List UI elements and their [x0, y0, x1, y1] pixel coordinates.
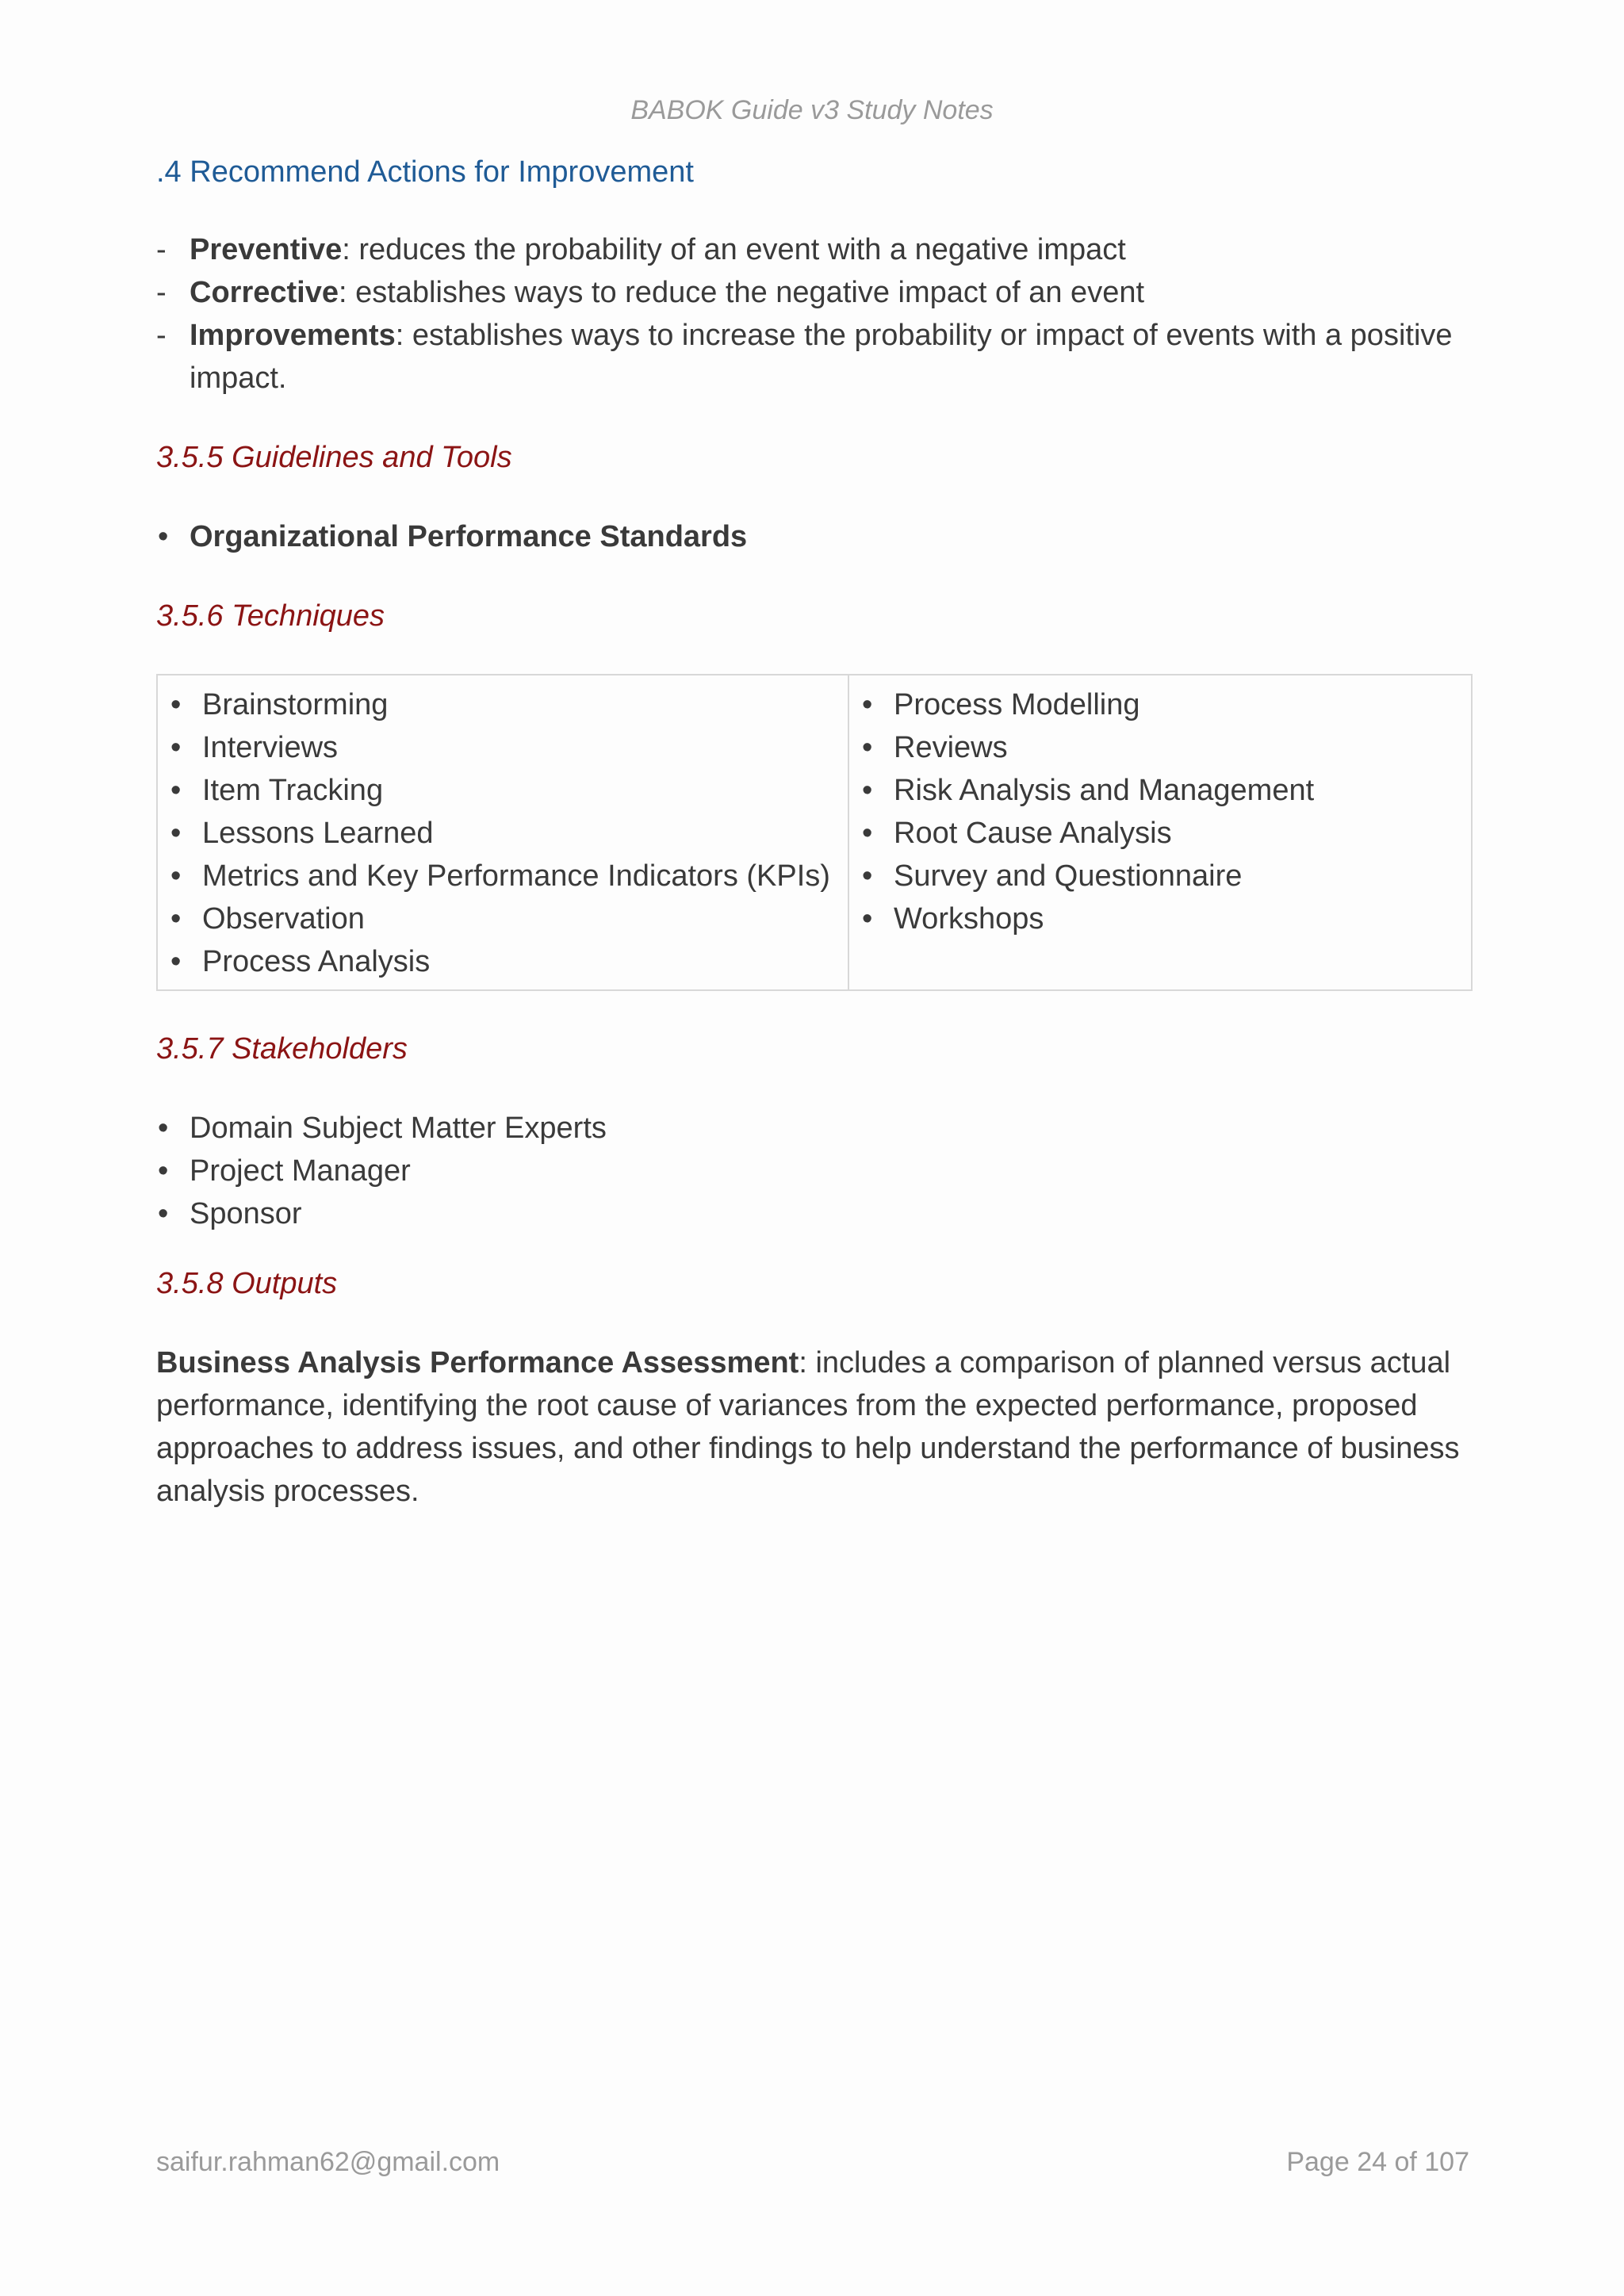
list-item: [860, 897, 1460, 940]
list-item-label: Sponsor: [190, 1197, 302, 1230]
techniques-heading: 3.5.6 Techniques: [156, 599, 385, 633]
outputs-heading: 3.5.8 Outputs: [156, 1267, 338, 1300]
list-item-label: Observation: [202, 902, 365, 936]
bullet-marker: •: [862, 731, 873, 764]
list-item-label: Project Manager: [190, 1154, 411, 1188]
outputs-text: : includes a comparison of planned versus actual performance, identifying the root cause of variances from the expected performance, proposed approaches to address issues, and other findings to help understand the performance of business analysis processes.: [156, 1346, 1460, 1508]
section-heading: .4 Recommend Actions for Improvement: [156, 155, 694, 189]
footer-email: saifur.rahman62@gmail.com: [156, 2147, 500, 2177]
definition: : reduces the probability of an event with a negative impact: [342, 233, 1126, 266]
bullet-marker: •: [862, 902, 873, 936]
list-item-label: Lessons Learned: [202, 817, 434, 850]
stakeholders-heading: 3.5.7 Stakeholders: [156, 1032, 408, 1066]
list-item-label: Metrics and Key Performance Indicators (KPIs): [202, 859, 830, 893]
bullet-marker: •: [862, 774, 873, 807]
list-item: [156, 228, 1473, 271]
list-item: [860, 769, 1460, 812]
techniques-table: [156, 674, 1473, 991]
list-item: [860, 855, 1460, 897]
table-cell-left: [157, 675, 848, 990]
guidelines-list: [156, 515, 1473, 558]
stakeholders-list: [156, 1107, 1473, 1235]
bullet-marker: •: [158, 1112, 169, 1145]
list-item-label: Brainstorming: [202, 688, 389, 721]
bullet-marker: •: [158, 1154, 169, 1188]
table-cell-right: [848, 675, 1472, 990]
table-row: [157, 675, 1472, 990]
list-item-label: Process Analysis: [202, 945, 431, 978]
bullet-marker: •: [862, 688, 873, 721]
term: Improvements: [190, 319, 396, 352]
page-content: [156, 151, 1473, 1513]
list-item: [860, 812, 1460, 855]
dash-marker: -: [156, 276, 167, 309]
bullet-marker: •: [170, 945, 182, 978]
term: Preventive: [190, 233, 343, 266]
guidelines-heading: 3.5.5 Guidelines and Tools: [156, 441, 512, 474]
outputs-paragraph: [156, 1341, 1473, 1513]
techniques-left-list: [169, 683, 837, 983]
list-item: [169, 726, 837, 769]
list-item-label: Reviews: [894, 731, 1008, 764]
list-item: [156, 314, 1473, 400]
list-item: [156, 1150, 1473, 1192]
term: Corrective: [190, 276, 339, 309]
footer-page-number: Page 24 of 107: [1286, 2147, 1469, 2177]
dash-marker: -: [156, 233, 167, 266]
bullet-marker: •: [170, 902, 182, 936]
bullet-marker: •: [170, 688, 182, 721]
list-item: [169, 812, 837, 855]
list-item-label: Domain Subject Matter Experts: [190, 1112, 607, 1145]
definition: : establishes ways to reduce the negative impact of an event: [338, 276, 1145, 309]
list-item: [169, 855, 837, 897]
list-item-label: Organizational Performance Standards: [190, 520, 748, 553]
bullet-marker: •: [170, 817, 182, 850]
actions-list: [156, 228, 1473, 400]
list-item: [860, 726, 1460, 769]
bullet-marker: •: [170, 859, 182, 893]
bullet-marker: •: [862, 859, 873, 893]
bullet-marker: •: [862, 817, 873, 850]
list-item: [156, 515, 1473, 558]
list-item: [169, 769, 837, 812]
bullet-marker: •: [158, 1197, 169, 1230]
list-item-label: Workshops: [894, 902, 1044, 936]
techniques-right-list: [860, 683, 1460, 940]
list-item-label: Item Tracking: [202, 774, 384, 807]
list-item: [860, 683, 1460, 726]
running-header: BABOK Guide v3 Study Notes: [630, 95, 994, 125]
bullet-marker: •: [170, 774, 182, 807]
list-item-label: Survey and Questionnaire: [894, 859, 1243, 893]
list-item-label: Risk Analysis and Management: [894, 774, 1315, 807]
bullet-marker: •: [170, 731, 182, 764]
list-item: [169, 940, 837, 983]
outputs-term: Business Analysis Performance Assessment: [156, 1346, 799, 1380]
dash-marker: -: [156, 319, 167, 352]
list-item: [169, 683, 837, 726]
definition: : establishes ways to increase the probability or impact of events with a positive impact.: [190, 319, 1453, 395]
list-item: [156, 271, 1473, 314]
list-item: [169, 897, 837, 940]
bullet-marker: •: [158, 520, 169, 553]
list-item-label: Root Cause Analysis: [894, 817, 1172, 850]
list-item: [156, 1107, 1473, 1150]
list-item-label: Interviews: [202, 731, 339, 764]
list-item: [156, 1192, 1473, 1235]
list-item-label: Process Modelling: [894, 688, 1140, 721]
